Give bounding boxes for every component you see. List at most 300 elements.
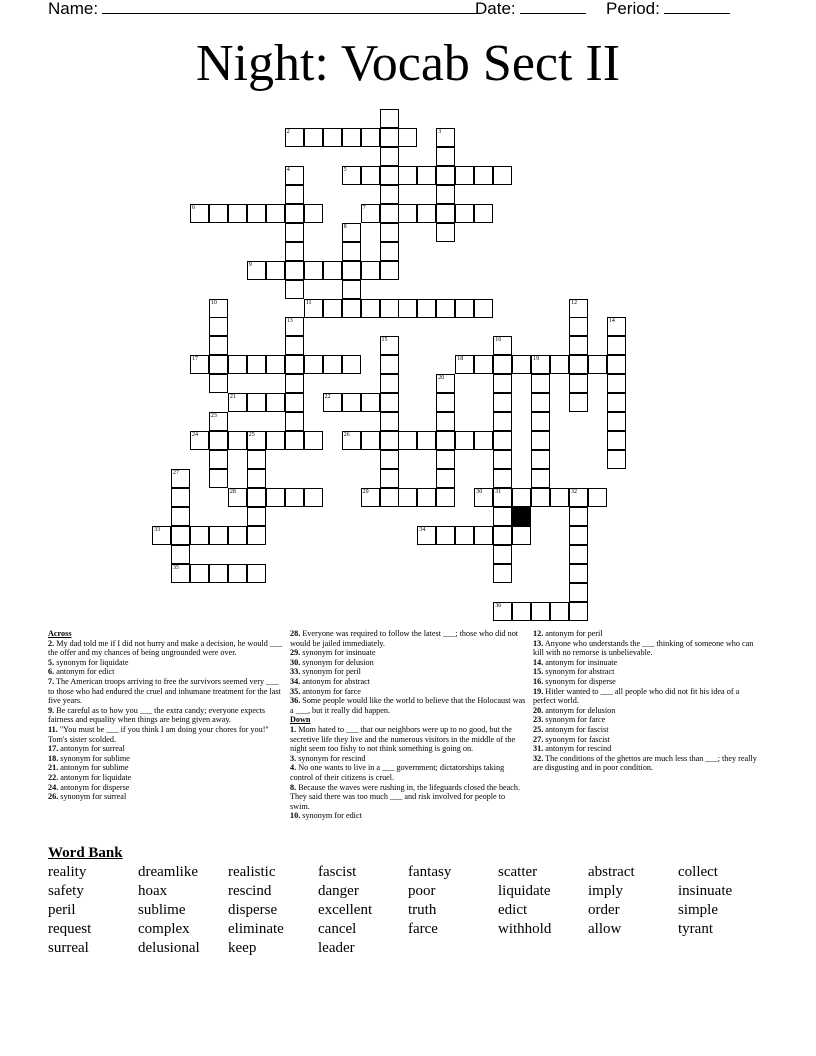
crossword-cell[interactable]	[493, 488, 512, 507]
clue-item	[290, 677, 526, 687]
crossword-cell[interactable]	[361, 204, 380, 223]
crossword-cell[interactable]	[380, 469, 399, 488]
clue-number: 26	[343, 432, 350, 439]
crossword-cell[interactable]	[398, 488, 417, 507]
clue-number-label: 10.	[290, 811, 301, 821]
crossword-cell[interactable]	[588, 488, 607, 507]
crossword-cell[interactable]	[417, 299, 436, 318]
clue-number: 28	[229, 489, 236, 495]
crossword-cell[interactable]	[380, 166, 399, 185]
crossword-cell[interactable]	[228, 355, 247, 374]
crossword-cell[interactable]	[607, 450, 626, 469]
crossword-cell[interactable]	[304, 128, 323, 147]
crossword-cell[interactable]	[190, 564, 209, 583]
crossword-cell[interactable]	[266, 261, 285, 280]
clue-number: 2	[286, 129, 290, 135]
crossword-cell[interactable]	[323, 355, 342, 374]
crossword-cell[interactable]	[209, 450, 228, 469]
crossword-cell[interactable]	[550, 602, 569, 621]
crossword-cell[interactable]	[209, 355, 228, 374]
word-bank-word: hoax	[138, 883, 168, 899]
crossword-cell[interactable]	[417, 431, 436, 450]
clue-item	[290, 763, 526, 782]
crossword-cell[interactable]	[190, 204, 209, 223]
crossword-cell[interactable]	[607, 355, 626, 374]
crossword-cell[interactable]	[247, 355, 266, 374]
word-bank-word: withhold	[498, 921, 552, 937]
crossword-cell[interactable]	[493, 564, 512, 583]
crossword-cell[interactable]	[380, 412, 399, 431]
clue-number-label: 17.	[48, 744, 59, 754]
crossword-cell[interactable]	[285, 374, 304, 393]
crossword-cell[interactable]	[361, 166, 380, 185]
clue-text: My dad told me if I did not hurry and make a decision, he would ___ the offer and my chances of being ungrounded were over.	[48, 638, 283, 658]
crossword-cell[interactable]	[247, 431, 266, 450]
clue-item	[48, 658, 284, 668]
crossword-cell[interactable]	[550, 355, 569, 374]
crossword-cell[interactable]	[228, 431, 247, 450]
crossword-cell[interactable]	[380, 185, 399, 204]
crossword-cell[interactable]	[285, 431, 304, 450]
crossword-cell[interactable]	[304, 431, 323, 450]
crossword-cell[interactable]	[342, 355, 361, 374]
crossword-cell[interactable]	[569, 564, 588, 583]
word-bank-word: delusional	[138, 940, 200, 956]
crossword-cell[interactable]	[304, 355, 323, 374]
crossword-cell[interactable]	[380, 336, 399, 355]
clue-section-heading: Down	[290, 715, 311, 725]
crossword-cell[interactable]	[228, 204, 247, 223]
word-bank-word: keep	[228, 940, 257, 956]
clue-text: Because the waves were rushing in, the lifeguards closed the beach. They said there was too much ___ and risk involved for people to swim.	[290, 782, 521, 811]
clue-number: 5	[343, 166, 347, 173]
clue-item	[290, 696, 526, 715]
crossword-cell[interactable]	[190, 431, 209, 450]
crossword-cell[interactable]	[531, 469, 550, 488]
crossword-cell[interactable]	[474, 526, 493, 545]
crossword-cell[interactable]	[323, 299, 342, 318]
crossword-cell[interactable]	[455, 431, 474, 450]
crossword-cell[interactable]	[531, 488, 550, 507]
crossword-cell[interactable]	[436, 166, 455, 185]
crossword-cell[interactable]	[342, 299, 361, 318]
crossword-cell[interactable]	[209, 469, 228, 488]
word-bank-word: disperse	[228, 902, 278, 918]
clue-text: synonym for surreal	[58, 792, 127, 802]
crossword-cell[interactable]	[531, 431, 550, 450]
period-label: Period:	[606, 0, 660, 18]
word-bank-word: peril	[48, 902, 76, 918]
crossword-cell[interactable]	[285, 336, 304, 355]
crossword-cell[interactable]	[436, 204, 455, 223]
crossword-cell[interactable]	[607, 336, 626, 355]
clue-text: Everyone was required to follow the latest ___; those who did not would be jailed immediately.	[290, 629, 519, 648]
crossword-cell[interactable]	[380, 488, 399, 507]
crossword-cell[interactable]	[531, 602, 550, 621]
crossword-cell[interactable]	[531, 450, 550, 469]
crossword-cell[interactable]	[436, 223, 455, 242]
word-bank-word: farce	[408, 921, 438, 937]
crossword-cell[interactable]	[171, 526, 190, 545]
crossword-cell[interactable]	[380, 374, 399, 393]
crossword-cell[interactable]	[436, 450, 455, 469]
crossword-cell[interactable]	[569, 355, 588, 374]
crossword-cell[interactable]	[569, 299, 588, 318]
clue-text: Anyone who understands the ___ thinking of someone who can kill with no remorse is unbelievable.	[533, 638, 754, 658]
clue-number: 29	[362, 489, 369, 495]
clue-item	[290, 754, 526, 764]
crossword-cell[interactable]	[398, 166, 417, 185]
crossword-cell[interactable]	[190, 355, 209, 374]
crossword-cell[interactable]	[380, 431, 399, 450]
clue-number-label: 23.	[533, 715, 544, 725]
crossword-cell[interactable]	[285, 242, 304, 261]
clue-number: 11	[305, 299, 312, 306]
crossword-cell[interactable]	[285, 261, 304, 280]
crossword-cell[interactable]	[436, 412, 455, 431]
crossword-cell[interactable]	[247, 507, 266, 526]
crossword-cell[interactable]	[436, 299, 455, 318]
crossword-cell[interactable]	[569, 374, 588, 393]
crossword-cell[interactable]	[361, 488, 380, 507]
crossword-cell[interactable]	[455, 299, 474, 318]
clue-item	[290, 783, 526, 812]
word-bank-word: dreamlike	[138, 864, 198, 880]
crossword-cell[interactable]	[171, 488, 190, 507]
crossword-cell[interactable]	[493, 431, 512, 450]
crossword-cell[interactable]	[607, 317, 626, 336]
crossword-cell[interactable]	[247, 450, 266, 469]
crossword-cell[interactable]	[361, 431, 380, 450]
clue-text: Some people would like the world to believe that the Holocaust was a ___, but it really did happen.	[290, 696, 526, 715]
crossword-cell[interactable]	[209, 564, 228, 583]
word-bank-word: edict	[498, 902, 528, 918]
clue-item	[48, 792, 284, 802]
clue-number-label: 11.	[48, 724, 58, 734]
clue-number-label: 31.	[533, 744, 544, 754]
word-bank-word: fantasy	[408, 864, 452, 880]
clue-text: synonym for farce	[543, 715, 606, 725]
crossword-cell[interactable]	[342, 242, 361, 261]
clue-number-label: 29.	[290, 648, 301, 658]
crossword-cell[interactable]	[455, 204, 474, 223]
crossword-cell[interactable]	[361, 261, 380, 280]
crossword-cell[interactable]	[247, 261, 266, 280]
clue-number: 27	[173, 470, 179, 477]
crossword-cell[interactable]	[550, 488, 569, 507]
clue-item	[533, 658, 759, 668]
crossword-cell[interactable]	[323, 128, 342, 147]
clue-number: 35	[173, 564, 179, 571]
word-bank-word: fascist	[318, 864, 357, 880]
crossword-cell[interactable]	[607, 393, 626, 412]
clue-text: antonym for sublime	[58, 763, 129, 773]
crossword-cell[interactable]	[361, 393, 380, 412]
clue-item	[533, 735, 759, 745]
crossword-cell[interactable]	[266, 488, 285, 507]
crossword-cell[interactable]	[417, 166, 436, 185]
clue-text: synonym for liquidate	[54, 657, 129, 667]
clue-item	[533, 667, 759, 677]
crossword-cell[interactable]	[285, 128, 304, 147]
crossword-cell[interactable]	[607, 374, 626, 393]
clue-number: 8	[343, 223, 347, 230]
clue-number-label: 8.	[290, 782, 297, 792]
crossword-cell[interactable]	[285, 355, 304, 374]
crossword-cell[interactable]	[436, 147, 455, 166]
clue-item	[48, 783, 284, 793]
clue-number-label: 35.	[290, 686, 301, 696]
clue-number: 21	[229, 394, 236, 401]
crossword-cell[interactable]	[474, 299, 493, 318]
crossword-cell[interactable]	[569, 507, 588, 526]
clue-item	[48, 639, 284, 658]
clue-item	[48, 667, 284, 677]
crossword-cell[interactable]	[380, 223, 399, 242]
crossword-cell[interactable]	[417, 204, 436, 223]
clue-text: Be careful as to how you ___ the extra candy; everyone expects fairness and equality when things are being given away.	[48, 705, 266, 725]
crossword-cell[interactable]	[285, 166, 304, 185]
crossword-cell[interactable]	[531, 412, 550, 431]
clue-number-label: 15.	[533, 667, 544, 677]
crossword-cell[interactable]	[569, 336, 588, 355]
crossword-cell[interactable]	[342, 280, 361, 299]
clue-text: antonym for surreal	[58, 744, 125, 754]
crossword-cell[interactable]	[512, 526, 531, 545]
clue-text: antonym for liquidate	[58, 772, 132, 782]
clue-text: The American troops arriving to free the survivors seemed very ___ to those who had endured the cruel and inhumane treatment for the last five years.	[48, 676, 281, 706]
clue-text: antonym for abstract	[300, 676, 371, 686]
crossword-cell[interactable]	[474, 355, 493, 374]
crossword-cell[interactable]	[436, 469, 455, 488]
word-bank-word: simple	[678, 902, 718, 918]
crossword-cell[interactable]	[474, 488, 493, 507]
crossword-cell[interactable]	[569, 393, 588, 412]
clue-item	[290, 629, 526, 648]
crossword-cell[interactable]	[436, 393, 455, 412]
crossword-cell[interactable]	[512, 355, 531, 374]
crossword-cell[interactable]	[436, 526, 455, 545]
crossword-cell[interactable]	[323, 261, 342, 280]
crossword-cell[interactable]	[493, 166, 512, 185]
crossword-cell[interactable]	[247, 564, 266, 583]
crossword-cell[interactable]	[304, 299, 323, 318]
crossword-cell[interactable]	[285, 223, 304, 242]
crossword-cell[interactable]	[209, 204, 228, 223]
crossword-cell[interactable]	[398, 299, 417, 318]
crossword-cell[interactable]	[247, 469, 266, 488]
word-bank-word: insinuate	[678, 883, 733, 899]
clue-number-label: 5.	[48, 657, 55, 667]
crossword-cell[interactable]	[436, 374, 455, 393]
crossword-cell[interactable]	[304, 261, 323, 280]
crossword-cell[interactable]	[247, 204, 266, 223]
crossword-cell[interactable]	[228, 393, 247, 412]
crossword-cell[interactable]	[209, 412, 228, 431]
crossword-cell[interactable]	[398, 204, 417, 223]
crossword-cell[interactable]	[380, 242, 399, 261]
crossword-cell[interactable]	[285, 204, 304, 223]
crossword-cell[interactable]	[493, 602, 512, 621]
word-bank-title: Word Bank	[48, 845, 123, 861]
crossword-cell[interactable]	[398, 431, 417, 450]
clue-text: synonym for edict	[300, 811, 362, 821]
crossword-cell[interactable]	[209, 336, 228, 355]
crossword-cell[interactable]	[493, 355, 512, 374]
crossword-cell[interactable]	[380, 299, 399, 318]
word-bank-word: request	[48, 921, 92, 937]
crossword-cell[interactable]	[266, 355, 285, 374]
crossword-cell[interactable]	[436, 488, 455, 507]
crossword-cell[interactable]	[285, 317, 304, 336]
crossword-cell[interactable]	[247, 526, 266, 545]
crossword-cell[interactable]	[493, 469, 512, 488]
crossword-cell[interactable]	[285, 412, 304, 431]
crossword-cell[interactable]	[569, 545, 588, 564]
crossword-cell[interactable]	[342, 128, 361, 147]
clue-number-label: 34.	[290, 676, 301, 686]
clue-number: 7	[362, 204, 366, 211]
word-bank-word: danger	[318, 883, 359, 899]
crossword-cell[interactable]	[171, 545, 190, 564]
crossword-cell[interactable]	[342, 166, 361, 185]
clue-number-label: 26.	[48, 792, 59, 802]
clue-text: antonym for peril	[543, 629, 603, 638]
crossword-cell[interactable]	[493, 507, 512, 526]
crossword-cell[interactable]	[607, 412, 626, 431]
word-bank-word: order	[588, 902, 620, 918]
clue-item	[533, 706, 759, 716]
crossword-cell[interactable]	[209, 299, 228, 318]
crossword-cell[interactable]	[380, 355, 399, 374]
crossword-cell[interactable]	[380, 393, 399, 412]
crossword-cell[interactable]	[493, 526, 512, 545]
crossword-cell[interactable]	[380, 147, 399, 166]
crossword-cell[interactable]	[285, 488, 304, 507]
crossword-cell[interactable]	[342, 431, 361, 450]
crossword-cell[interactable]	[569, 583, 588, 602]
crossword-cell[interactable]	[171, 507, 190, 526]
crossword-cell[interactable]	[569, 526, 588, 545]
crossword-cell[interactable]	[228, 564, 247, 583]
crossword-cell[interactable]	[455, 526, 474, 545]
crossword-cell[interactable]	[493, 545, 512, 564]
crossword-cell[interactable]	[209, 317, 228, 336]
crossword-cell[interactable]	[493, 336, 512, 355]
crossword-cell[interactable]	[266, 393, 285, 412]
crossword-cell[interactable]	[569, 602, 588, 621]
crossword-cell[interactable]	[342, 393, 361, 412]
crossword-cell[interactable]	[190, 526, 209, 545]
crossword-cell[interactable]	[417, 488, 436, 507]
crossword-cell[interactable]	[266, 204, 285, 223]
clue-number-label: 12.	[533, 629, 544, 638]
crossword-cell[interactable]	[228, 526, 247, 545]
crossword-cell[interactable]	[342, 261, 361, 280]
crossword-cell[interactable]	[436, 431, 455, 450]
crossword-cell[interactable]	[512, 602, 531, 621]
date-label: Date:	[475, 0, 516, 18]
crossword-cell[interactable]	[436, 128, 455, 147]
crossword-cell[interactable]	[361, 299, 380, 318]
clue-text: antonym for disperse	[58, 782, 130, 792]
clue-text: No one wants to live in a ___ government; dictatorships taking control of their citizens is cruel.	[290, 763, 505, 782]
crossword-cell[interactable]	[493, 412, 512, 431]
crossword-cell[interactable]	[304, 204, 323, 223]
clue-number: 36	[495, 602, 502, 609]
crossword-cell[interactable]	[531, 374, 550, 393]
clue-number: 4	[286, 166, 290, 173]
crossword-cell[interactable]	[474, 204, 493, 223]
crossword-cell[interactable]	[380, 204, 399, 223]
crossword-cell[interactable]	[247, 488, 266, 507]
crossword-cell[interactable]	[209, 431, 228, 450]
crossword-cell[interactable]	[342, 223, 361, 242]
crossword-cell[interactable]	[493, 393, 512, 412]
crossword-cell[interactable]	[285, 185, 304, 204]
clue-number-label: 27.	[533, 734, 544, 744]
crossword-cell[interactable]	[304, 488, 323, 507]
word-bank-word: safety	[48, 883, 84, 899]
crossword-cell[interactable]	[455, 166, 474, 185]
crossword-cell[interactable]	[569, 317, 588, 336]
crossword-cell[interactable]	[285, 393, 304, 412]
crossword-cell[interactable]	[417, 526, 436, 545]
clue-text: synonym for abstract	[543, 667, 615, 677]
crossword-cell[interactable]	[380, 128, 399, 147]
clue-text: synonym for peril	[300, 667, 361, 677]
crossword-cell[interactable]	[380, 261, 399, 280]
crossword-cell[interactable]	[512, 488, 531, 507]
crossword-cell[interactable]	[209, 526, 228, 545]
crossword-cell[interactable]	[569, 488, 588, 507]
crossword-cell[interactable]	[361, 128, 380, 147]
word-bank-word: abstract	[588, 864, 635, 880]
crossword-cell[interactable]	[285, 280, 304, 299]
word-bank-word: truth	[408, 902, 437, 918]
clue-item	[533, 754, 759, 773]
crossword-cell[interactable]	[436, 185, 455, 204]
crossword-cell[interactable]	[171, 564, 190, 583]
word-bank-word: cancel	[318, 921, 357, 937]
clue-text: synonym for rescind	[296, 753, 366, 763]
crossword-cell[interactable]	[398, 128, 417, 147]
clue-number-label: 14.	[533, 657, 544, 667]
crossword-cell[interactable]	[493, 450, 512, 469]
crossword-cell[interactable]	[474, 166, 493, 185]
crossword-cell[interactable]	[152, 526, 171, 545]
crossword-cell[interactable]	[380, 109, 399, 128]
word-bank-word: surreal	[48, 940, 89, 956]
clue-text: synonym for delusion	[300, 657, 374, 667]
crossword-cell[interactable]	[209, 374, 228, 393]
crossword-cell[interactable]	[493, 374, 512, 393]
crossword-cell[interactable]	[531, 393, 550, 412]
crossword-cell[interactable]	[323, 393, 342, 412]
crossword-cell[interactable]	[455, 355, 474, 374]
crossword-cell[interactable]	[228, 488, 247, 507]
word-bank-word: reality	[48, 864, 87, 880]
clue-number: 9	[248, 261, 252, 268]
crossword-cell[interactable]	[247, 393, 266, 412]
crossword-cell[interactable]	[531, 355, 550, 374]
crossword-cell[interactable]	[474, 431, 493, 450]
crossword-cell[interactable]	[266, 431, 285, 450]
crossword-cell[interactable]	[380, 450, 399, 469]
crossword-cell[interactable]	[588, 355, 607, 374]
crossword-cell[interactable]	[607, 431, 626, 450]
crossword-cell[interactable]	[171, 469, 190, 488]
